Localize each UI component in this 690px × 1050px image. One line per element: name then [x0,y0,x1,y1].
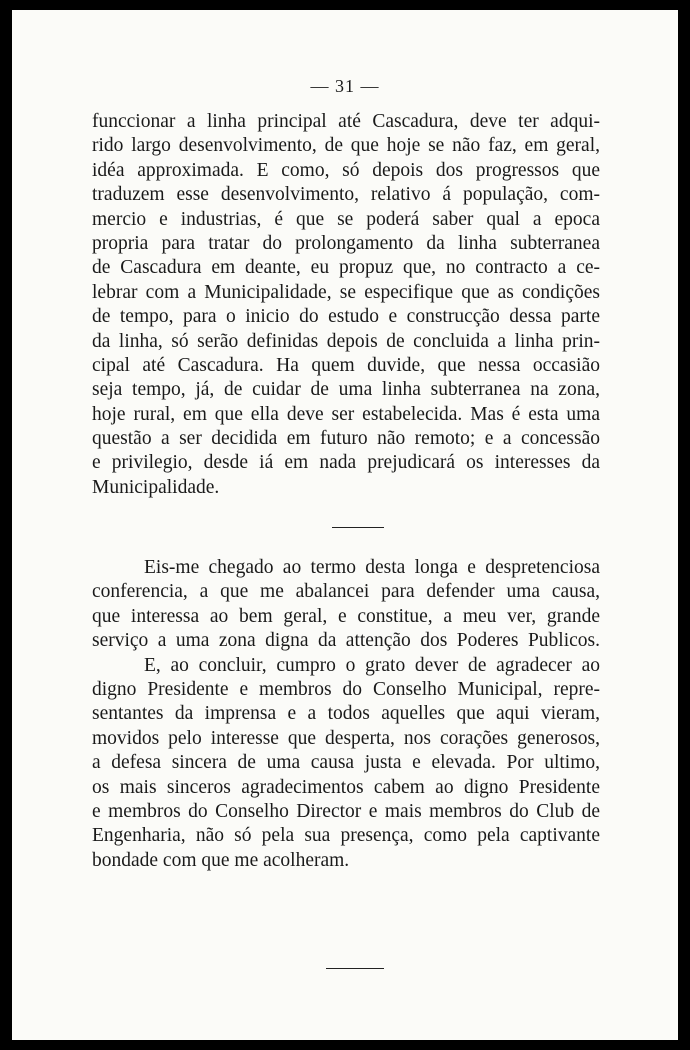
text-line: idéa approximada. E como, só depois dos progressos que [92,159,600,181]
page-number: — 31 — [310,76,380,96]
text-line: e membros do Conselho Director e mais membros do Club de [92,800,600,822]
text-line: hoje rural, em que ella deve ser estabelecida. Mas é esta uma [92,403,600,425]
text-line: e privilegio, desde iá em nada prejudicará os interesses da [92,452,600,474]
text-line: sentantes da imprensa e a todos aquelles que aqui vieram, [92,703,600,725]
text-line: de Cascadura em deante, eu propuz que, no contracto a ce- [92,257,600,279]
text-line: propria para tratar do prolongamento da linha subterranea [92,232,600,254]
text-line: os mais sinceros agradecimentos cabem ao digno Presidente [92,776,600,798]
paragraph-railway-extension [92,110,600,500]
document-page [12,10,678,1040]
text-line: movidos pelo interesse que desperta, nos corações generosos, [92,727,600,749]
text-line: a defesa sincera de uma causa justa e elevada. Por ultimo, [92,752,600,774]
text-line: serviço a uma zona digna da attenção dos Poderes Publicos. [92,630,600,652]
text-line: seja tempo, já, de cuidar de uma linha subterranea na zona, [92,379,600,401]
text-line: questão a ser decidida em futuro não remoto; e a concessão [92,428,600,450]
text-line: E, ao concluir, cumpro o grato dever de agradecer ao [144,654,600,676]
text-line: digno Presidente e membros do Conselho Municipal, repre- [92,678,600,700]
text-line: mercio e industrias, é que se poderá saber qual a epoca [92,208,600,230]
paragraph-closing-remarks [92,556,600,873]
section-divider [332,527,384,528]
text-line: conferencia, a que me abalancei para defender uma causa, [92,581,600,603]
text-line: rido largo desenvolvimento, de que hoje se não faz, em geral, [92,135,600,157]
text-line: que interessa ao bem geral, e constitue, a meu ver, grande [92,605,600,627]
text-line: bondade com que me acolheram. [92,849,350,871]
text-line: da linha, só serão definidas depois de concluida a linha prin- [92,330,600,352]
end-divider [326,968,384,969]
text-line: funccionar a linha principal até Cascadura, deve ter adqui- [92,111,600,132]
text-line: cipal até Cascadura. Ha quem duvide, que nessa occasião [92,354,600,376]
text-line: Municipalidade. [92,476,220,498]
text-line: Eis-me chegado ao termo desta longa e despretenciosa [144,557,600,578]
text-line: de tempo, para o inicio do estudo e construcção dessa parte [92,306,600,328]
text-line: traduzem esse desenvolvimento, relativo á população, com- [92,184,600,206]
text-line: Engenharia, não só pela sua presença, como pela captivante [92,825,600,847]
text-line: lebrar com a Municipalidade, se especifique que as condições [92,281,600,303]
